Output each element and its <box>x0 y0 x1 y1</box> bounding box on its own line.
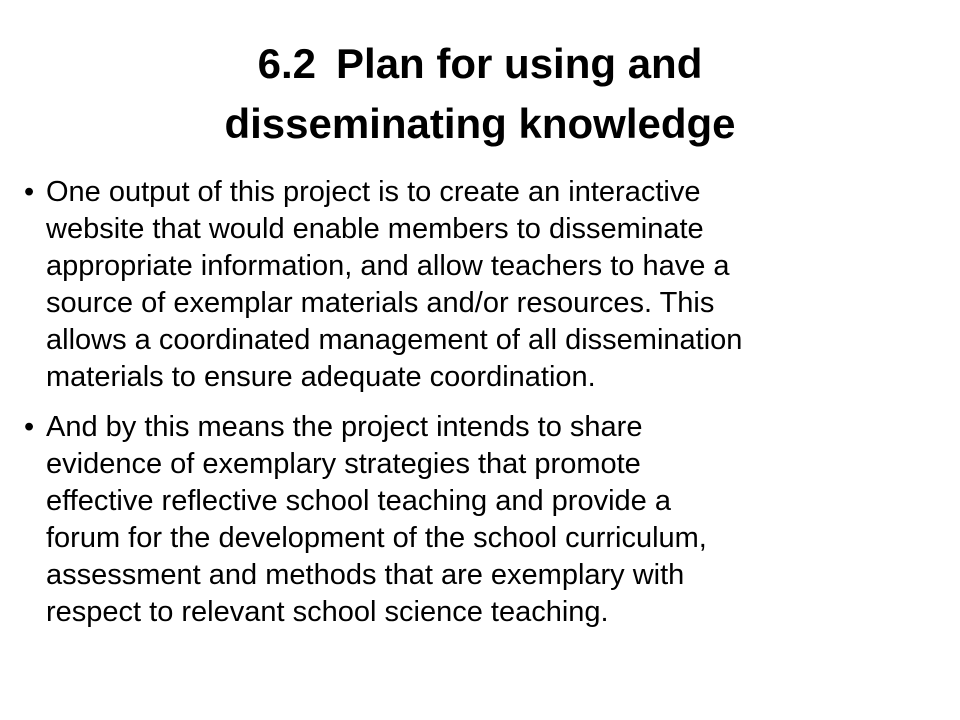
bullet-1-line-5: allows a coordinated management of all dissemination <box>46 324 743 356</box>
bullet-2-line-4: forum for the development of the school curriculum, <box>46 522 707 554</box>
bullet-item-2 <box>24 409 944 631</box>
bullet-text-1 <box>46 174 944 396</box>
bullet-2-line-5: assessment and methods that are exemplary with <box>46 559 685 591</box>
bullet-2-line-6: respect to relevant school science teaching. <box>46 596 609 628</box>
bullet-item-1 <box>24 174 944 396</box>
bullet-1-line-2: website that would enable members to disseminate <box>46 213 704 245</box>
bullet-1-line-1: One output of this project is to create an interactive <box>46 176 701 208</box>
bullet-list <box>24 174 944 631</box>
bullet-1-line-4: source of exemplar materials and/or resources. This <box>46 287 715 319</box>
bullet-2-line-1: And by this means the project intends to share <box>46 411 643 443</box>
bullet-2-line-3: effective reflective school teaching and provide a <box>46 485 671 517</box>
bullet-1-line-6: materials to ensure adequate coordination. <box>46 361 596 393</box>
bullet-icon: • <box>24 176 35 208</box>
bullet-1-line-3: appropriate information, and allow teachers to have a <box>46 250 730 282</box>
section-number: 6.2 <box>257 40 317 87</box>
slide-title-line-1 <box>80 34 880 94</box>
slide-title-line-2: disseminating knowledge <box>224 100 736 147</box>
bullet-icon: • <box>24 411 35 443</box>
bullet-text-2 <box>46 409 944 631</box>
title-text-line-1: Plan for using and <box>336 40 703 87</box>
slide-title <box>80 34 880 154</box>
bullet-2-line-2: evidence of exemplary strategies that promote <box>46 448 641 480</box>
